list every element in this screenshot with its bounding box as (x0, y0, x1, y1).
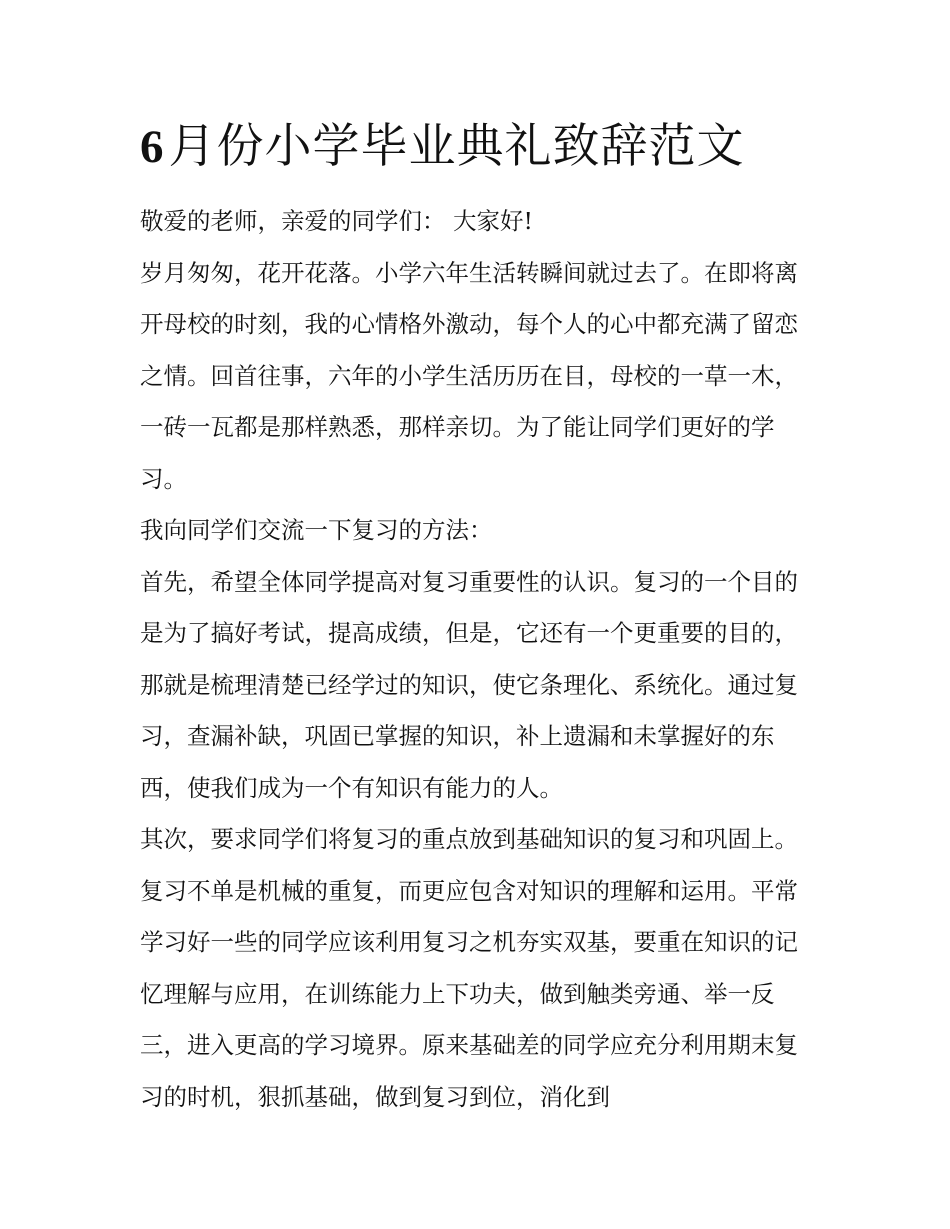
document-title (140, 112, 840, 182)
paragraph-first-point: 首先，希望全体同学提高对复习重要性的认识。复习的一个目的是为了搞好考试，提高成绩，但是，它还有一个更重要的目的，那就是梳理清楚已经学过的知识，使它条理化、系统化。通过复习，查漏补缺，巩固已掌握的知识，补上遗漏和未掌握好的东西，使我们成为一个有知识有能力的人。 (140, 567, 798, 802)
paragraph-second-point: 其次，要求同学们将复习的重点放到基础知识的复习和巩固上。复习不单是机械的重复，而更应包含对知识的理解和运用。平常学习好一些的同学应该利用复习之机夯实双基，要重在知识的记忆理解与应用，在训练能力上下功夫，做到触类旁通、举一反三，进入更高的学习境界。原来基础差的同学应充分利用期末复习的时机，狠抓基础，做到复习到位，消化到 (140, 825, 798, 1111)
title-text: 月份小学毕业典礼致辞范文 (168, 119, 745, 174)
paragraph-method-lead: 我向同学们交流一下复习的方法： (140, 516, 493, 544)
document-body (140, 196, 812, 1123)
paragraph-intro: 岁月匆匆，花开花落。小学六年生活转瞬间就过去了。在即将离开母校的时刻，我的心情格外激动，每个人的心中都充满了留恋之情。回首往事，六年的小学生活历历在目，母校的一草一木，一砖一瓦都是那样熟悉，那样亲切。为了能让同学们更好的学习。 (140, 258, 798, 493)
paragraph-greeting: 敬爱的老师，亲爱的同学们： 大家好! (140, 207, 533, 235)
title-number: 6 (140, 121, 165, 173)
